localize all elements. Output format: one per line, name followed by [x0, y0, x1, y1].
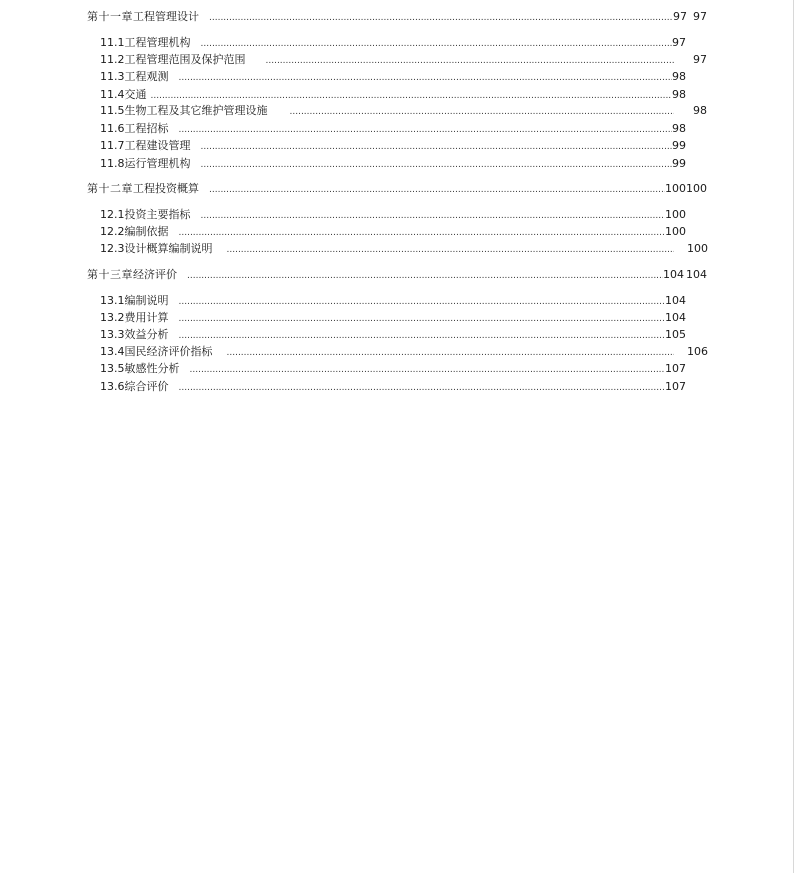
toc-leader: [179, 122, 673, 138]
toc-page-11-2: 97: [693, 53, 707, 66]
toc-number: 11.7: [100, 139, 125, 152]
toc-page: 104: [663, 268, 684, 281]
toc-number: 12.2: [100, 225, 125, 238]
toc-page: 98: [672, 122, 686, 135]
toc-section-13-6[interactable]: [100, 379, 686, 395]
toc-page: 97: [673, 10, 687, 23]
toc-number: 13.5: [100, 362, 125, 375]
toc-title: 生物工程及其它维护管理设施: [124, 104, 268, 117]
toc-page: 104: [665, 311, 686, 324]
toc-section-11-2[interactable]: [100, 52, 674, 68]
toc-section-11-5[interactable]: [100, 103, 674, 119]
toc-number: 11.1: [100, 36, 125, 49]
toc-title: 工程建设管理: [124, 139, 191, 152]
toc-number: 11.3: [100, 70, 125, 83]
toc-page-duplicate: 97: [693, 10, 707, 23]
toc-section-12-1[interactable]: [100, 207, 686, 223]
toc-number: 11.6: [100, 122, 125, 135]
toc-section-13-5[interactable]: [100, 361, 686, 377]
toc-leader: [201, 36, 673, 52]
toc-section-11-8[interactable]: [100, 156, 686, 172]
toc-leader: [179, 294, 666, 310]
toc-leader: [201, 157, 673, 173]
toc-number: 12.1: [100, 208, 125, 221]
toc-section-12-3[interactable]: [100, 241, 674, 257]
toc-leader: [227, 345, 675, 361]
toc-leader: [266, 53, 675, 69]
toc-leader: [201, 208, 666, 224]
toc-section-13-3[interactable]: [100, 327, 686, 343]
toc-title: 工程管理机构: [124, 36, 191, 49]
toc-title: 费用计算: [124, 311, 169, 324]
toc-section-13-4[interactable]: [100, 344, 674, 360]
toc-leader: [179, 328, 666, 344]
toc-leader: [187, 268, 663, 284]
toc-leader: [209, 182, 665, 198]
toc-chapter-12[interactable]: [87, 181, 707, 197]
toc-number: 13.1: [100, 294, 125, 307]
toc-section-11-6[interactable]: [100, 121, 686, 137]
toc-page: 100: [665, 225, 686, 238]
toc-number: 11.4: [100, 88, 125, 101]
toc-section-11-3[interactable]: [100, 69, 686, 85]
toc-page: 100: [665, 208, 686, 221]
toc-leader: [290, 104, 675, 120]
toc-title: 工程管理范围及保护范围: [124, 53, 246, 66]
toc-title: 工程观测: [124, 70, 169, 83]
toc-number: 13.2: [100, 311, 125, 324]
toc-page-12-3: 100: [687, 242, 708, 255]
toc-leader: [151, 88, 673, 104]
toc-title: 运行管理机构: [124, 157, 191, 170]
toc-leader: [227, 242, 675, 258]
toc-title: 经济评价: [133, 268, 177, 281]
toc-title: 工程招标: [124, 122, 169, 135]
toc-page-11-5: 98: [693, 104, 707, 117]
toc-section-13-2[interactable]: [100, 310, 686, 326]
toc-number: 12.3: [100, 242, 125, 255]
toc-number: 11.5: [100, 104, 125, 117]
toc-title: 投资主要指标: [124, 208, 191, 221]
toc-number: 13.4: [100, 345, 125, 358]
toc-section-12-2[interactable]: [100, 224, 686, 240]
toc-page: 99: [672, 157, 686, 170]
toc-title: 设计概算编制说明: [124, 242, 213, 255]
toc-title: 工程投资概算: [133, 182, 199, 195]
toc-page: 99: [672, 139, 686, 152]
toc-page: 104: [665, 294, 686, 307]
toc-chapter-13[interactable]: [87, 267, 707, 283]
toc-title: 编制依据: [124, 225, 169, 238]
toc-leader: [201, 139, 673, 155]
toc-number: 13.6: [100, 380, 125, 393]
toc-leader: [179, 225, 666, 241]
toc-number: 第十一章: [87, 10, 133, 23]
toc-title: 工程管理设计: [133, 10, 199, 23]
toc-page: 107: [665, 380, 686, 393]
toc-number: 13.3: [100, 328, 125, 341]
toc-title: 国民经济评价指标: [124, 345, 213, 358]
toc-number: 第十三章: [87, 268, 133, 281]
toc-leader: [179, 311, 666, 327]
toc-section-11-7[interactable]: [100, 138, 686, 154]
toc-chapter-11[interactable]: [87, 9, 707, 25]
toc-section-11-1[interactable]: [100, 35, 686, 51]
toc-section-11-4[interactable]: [100, 87, 686, 103]
toc-page: 105: [665, 328, 686, 341]
toc-number: 11.2: [100, 53, 125, 66]
toc-leader: [190, 362, 666, 378]
toc-title: 综合评价: [124, 380, 169, 393]
toc-page-13-4: 106: [687, 345, 708, 358]
toc-page-duplicate: 104: [686, 268, 707, 281]
toc-title: 交通: [124, 88, 147, 101]
toc-number: 第十二章: [87, 182, 133, 195]
toc-page: 98: [672, 70, 686, 83]
toc-leader: [209, 10, 673, 26]
toc-leader: [179, 380, 666, 396]
toc-number: 11.8: [100, 157, 125, 170]
toc-title: 编制说明: [124, 294, 169, 307]
toc-title: 效益分析: [124, 328, 169, 341]
toc-title: 敏感性分析: [124, 362, 180, 375]
toc-section-13-1[interactable]: [100, 293, 686, 309]
toc-page: 100100: [665, 182, 707, 195]
toc-page: 97: [672, 36, 686, 49]
toc-leader: [179, 70, 673, 86]
toc-page: 107: [665, 362, 686, 375]
toc-page: 98: [672, 88, 686, 101]
